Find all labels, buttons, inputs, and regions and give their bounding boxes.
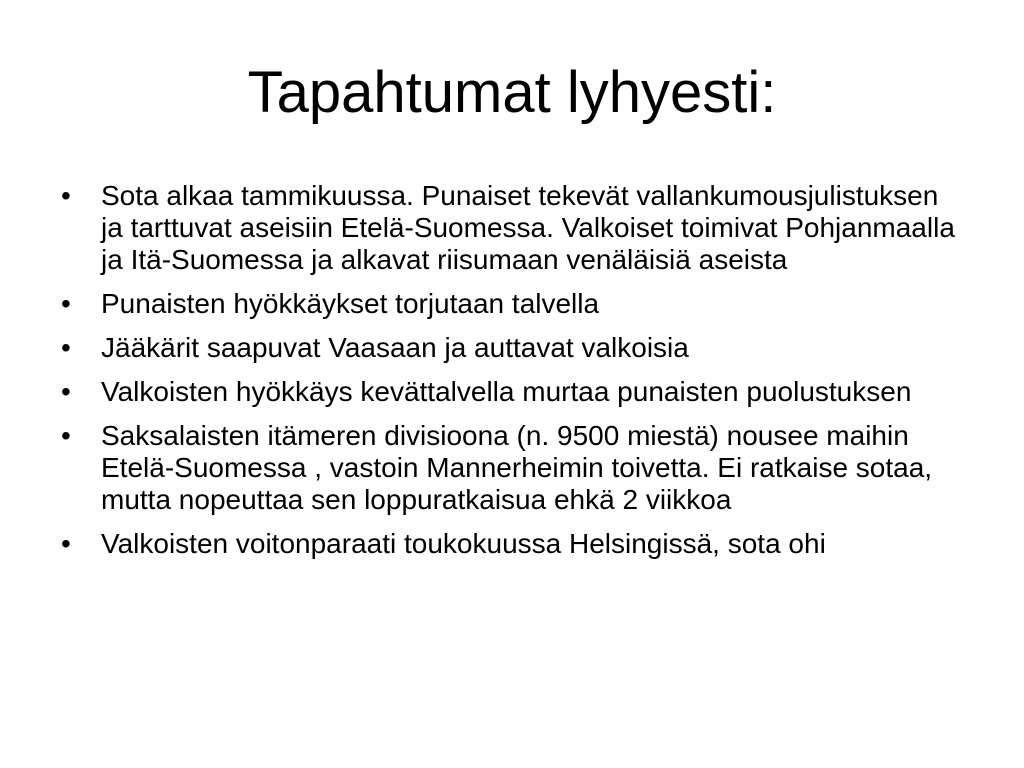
bullet-item-6 (55, 528, 960, 560)
bullet-item-1 (55, 180, 960, 276)
bullet-item-3 (55, 332, 960, 364)
bullet-item-5 (55, 420, 960, 516)
bullet-marker: • (61, 288, 71, 319)
bullet-marker: • (61, 376, 71, 407)
bullet-marker: • (61, 332, 71, 363)
bullet-item-2 (55, 288, 960, 320)
bullet-marker: • (61, 528, 71, 559)
slide-title: Tapahtumat lyhyesti: (247, 60, 777, 125)
bullet-text: Valkoisten voitonparaati toukokuussa Helsingissä, sota ohi (101, 528, 826, 559)
bullet-text: Saksalaisten itämeren divisioona (n. 9500 miestä) nousee maihin Etelä-Suomessa , vastoin Mannerheimin toivetta. Ei ratkaise sotaa, mutta nopeuttaa sen loppuratkaisua ehkä 2 viikkoa (101, 420, 933, 515)
bullet-text: Jääkärit saapuvat Vaasaan ja auttavat valkoisia (101, 332, 689, 363)
bullet-text: Sota alkaa tammikuussa. Punaiset tekevät vallankumousjulistuksen ja tarttuvat aseisiin Etelä-Suomessa. Valkoiset toimivat Pohjanmaalla ja Itä-Suomessa ja alkavat riisumaan venäläisiä aseista (101, 180, 955, 275)
bullet-item-4 (55, 376, 960, 408)
bullet-text: Punaisten hyökkäykset torjutaan talvella (101, 288, 600, 319)
bullet-text: Valkoisten hyökkäys kevättalvella murtaa punaisten puolustuksen (101, 376, 912, 407)
bullet-list (55, 180, 960, 572)
bullet-marker: • (61, 420, 71, 451)
bullet-marker: • (61, 180, 71, 211)
